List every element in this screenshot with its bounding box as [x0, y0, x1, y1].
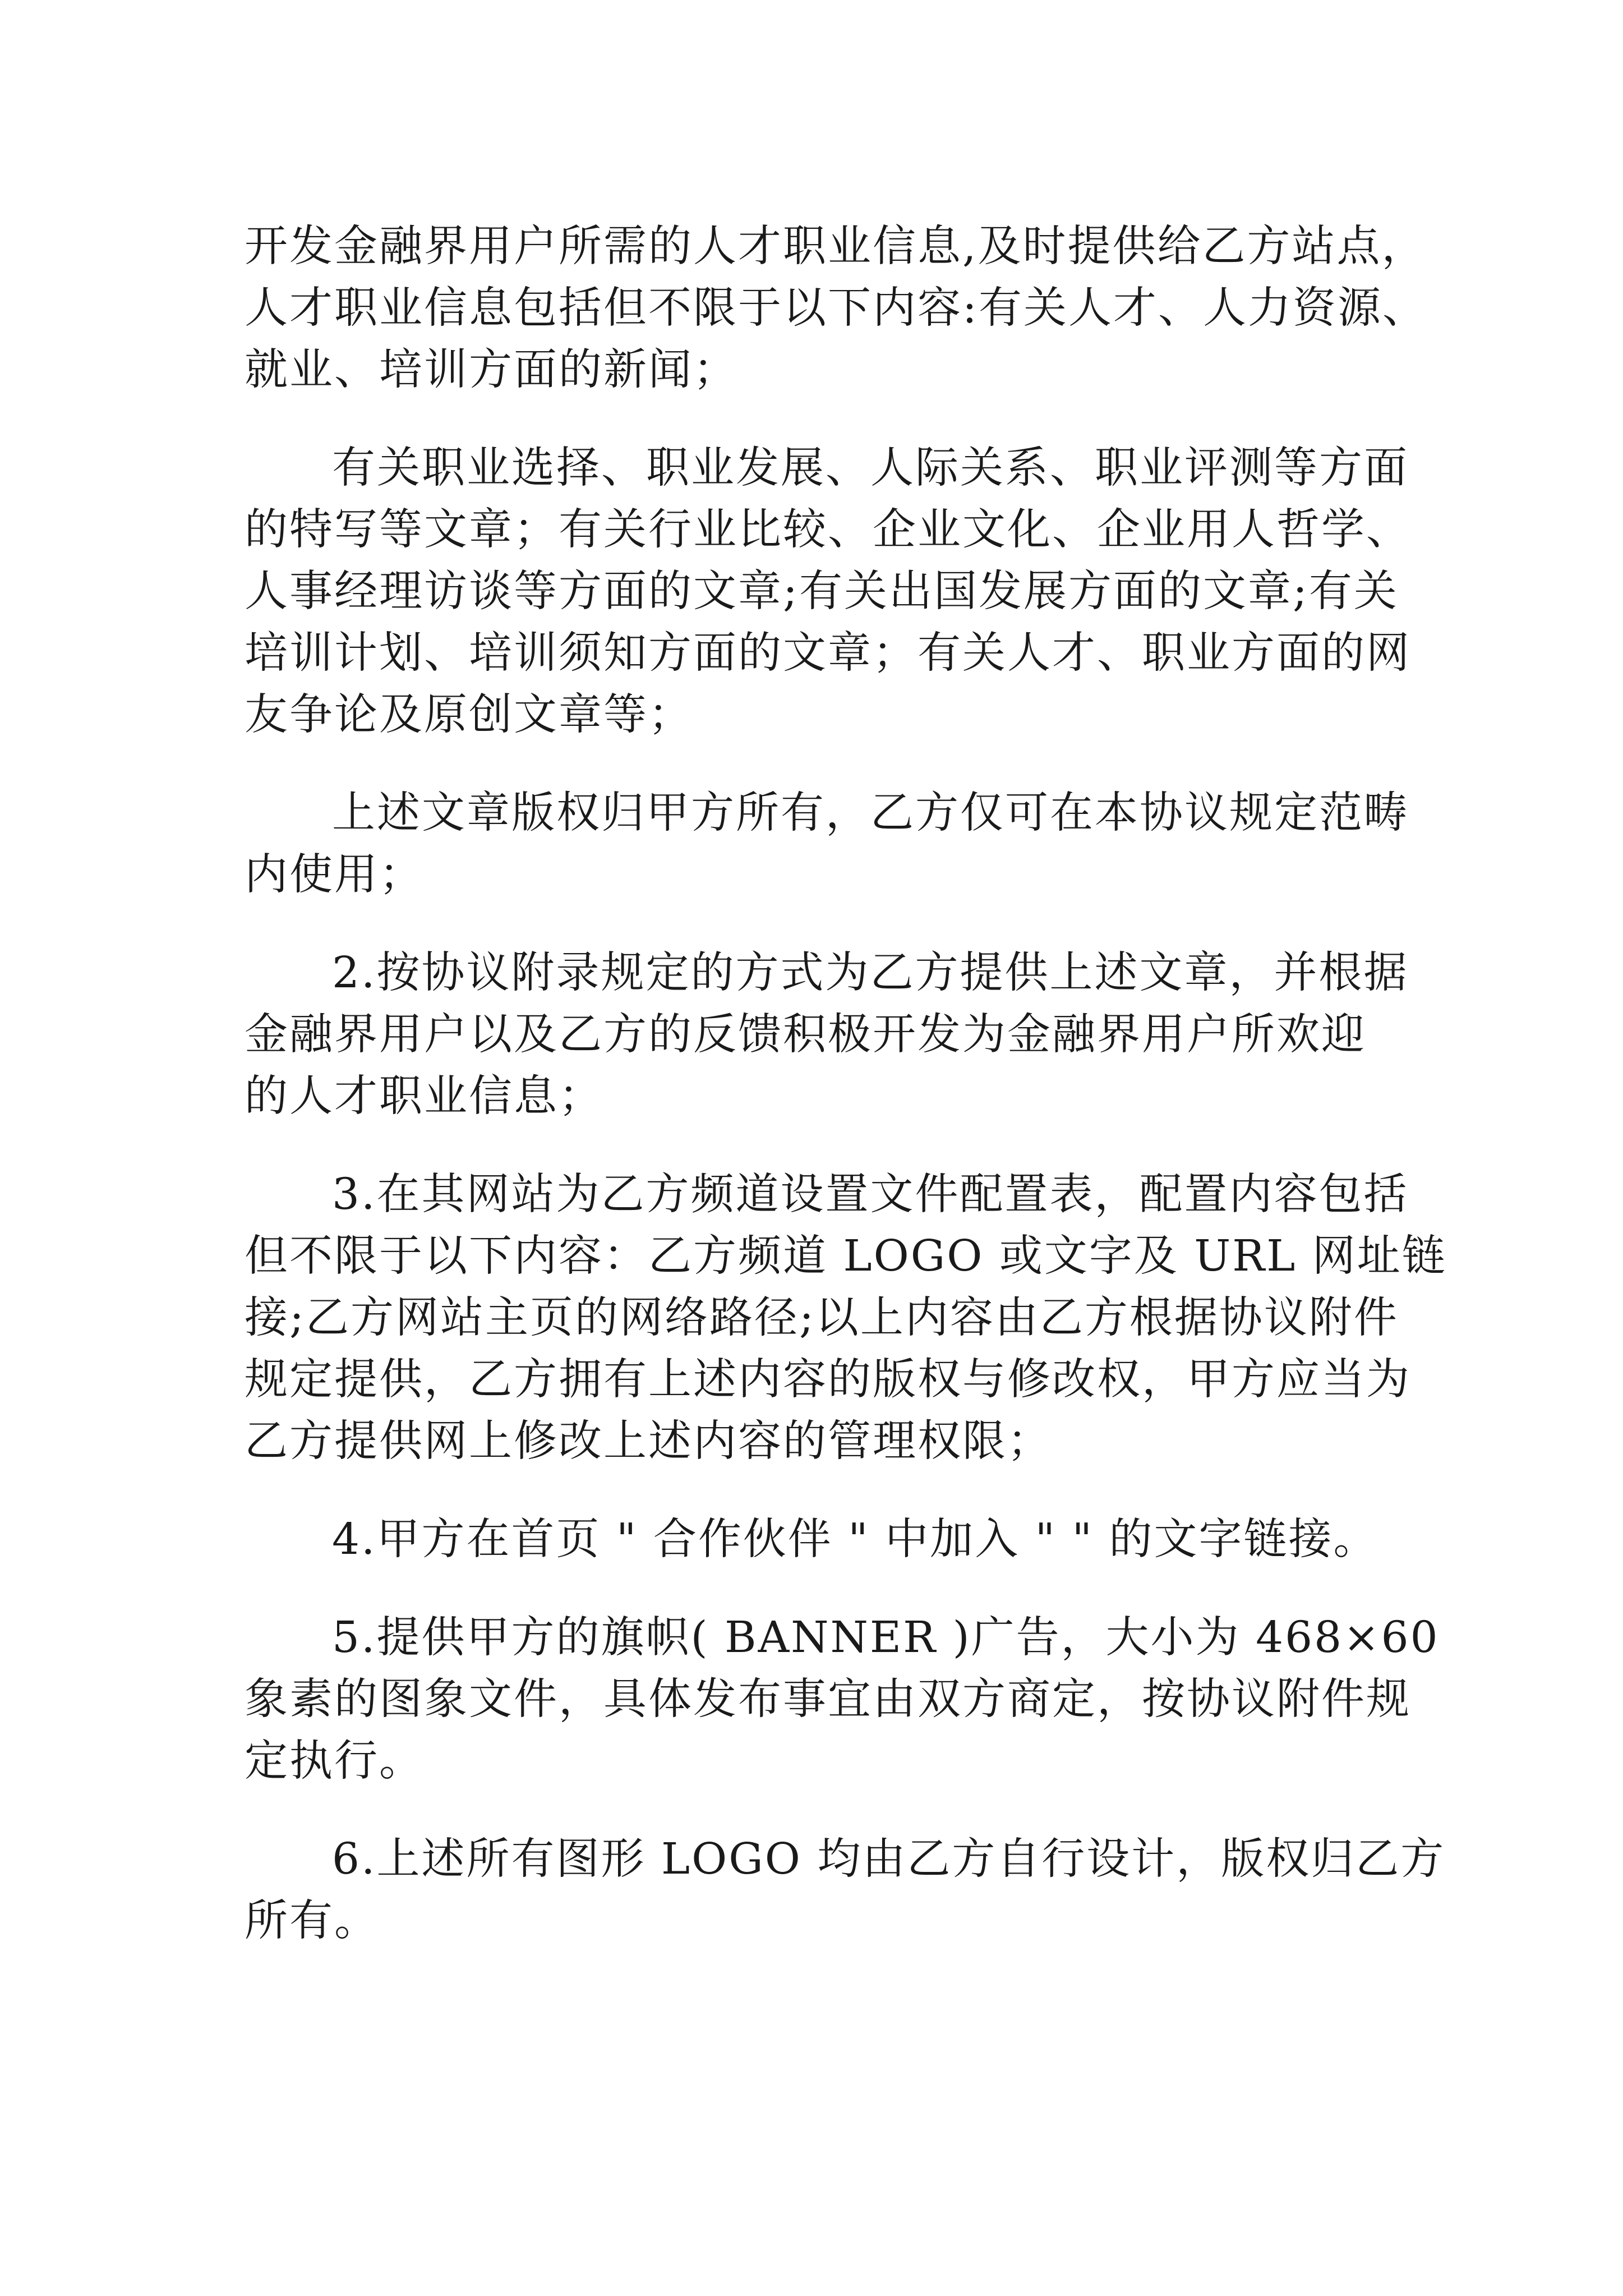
text-line: 开发金融界用户所需的人才职业信息,及时提供给乙方站点， [245, 222, 1427, 272]
text-line: 3.在其网站为乙方频道设置文件配置表，配置内容包括 [332, 1170, 1409, 1220]
text-line: 的特写等文章；有关行业比较、企业文化、企业用人哲学、 [245, 505, 1411, 555]
text-line: 5.提供甲方的旗帜( BANNER )广告，大小为 468×60 [332, 1613, 1440, 1663]
text-line: 象素的图象文件，具体发布事宜由双方商定，按协议附件规 [245, 1674, 1411, 1724]
text-line: 人事经理访谈等方面的文章;有关出国发展方面的文章;有关 [245, 567, 1399, 616]
text-line: 但不限于以下内容：乙方频道 LOGO 或文字及 URL 网址链 [245, 1231, 1447, 1281]
text-line: 就业、培训方面的新闻； [245, 345, 738, 395]
text-line: 上述文章版权归甲方所有，乙方仅可在本协议规定范畴 [332, 788, 1409, 838]
text-line: 人才职业信息包括但不限于以下内容:有关人才、人力资源、 [245, 283, 1427, 333]
text-line: 有关职业选择、职业发展、人际关系、职业评测等方面 [332, 443, 1409, 493]
text-line: 培训计划、培训须知方面的文章；有关人才、职业方面的网 [245, 628, 1411, 678]
text-line: 所有。 [245, 1896, 379, 1946]
text-line: 6.上述所有图形 LOGO 均由乙方自行设计，版权归乙方 [332, 1834, 1446, 1884]
text-line: 接;乙方网站主页的网络路径;以上内容由乙方根据协议附件 [245, 1293, 1399, 1343]
text-line: 2.按协议附录规定的方式为乙方提供上述文章，并根据 [332, 948, 1409, 998]
text-line: 4.甲方在首页 " 合作伙伴 " 中加入 " " 的文字链接。 [332, 1515, 1378, 1565]
text-line: 友争论及原创文章等； [245, 690, 693, 740]
text-line: 的人才职业信息； [245, 1071, 603, 1121]
text-line: 规定提供，乙方拥有上述内容的版权与修改权，甲方应当为 [245, 1355, 1411, 1405]
text-line: 内使用； [245, 850, 424, 900]
text-line: 乙方提供网上修改上述内容的管理权限； [245, 1416, 1052, 1466]
text-line: 定执行。 [245, 1736, 424, 1786]
text-line: 金融界用户以及乙方的反馈积极开发为金融界用户所欢迎 [245, 1010, 1366, 1060]
